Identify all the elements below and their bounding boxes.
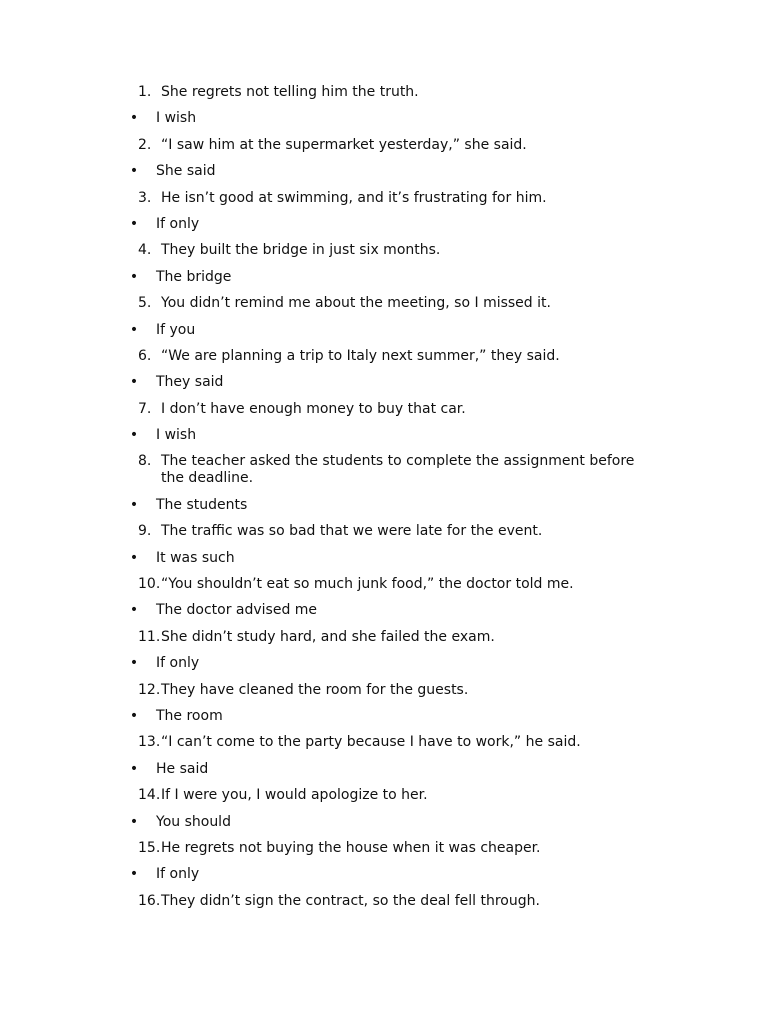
bullet-icon: • <box>129 602 139 619</box>
question-item <box>0 893 651 919</box>
question-item <box>0 576 651 602</box>
answer-prompt-item <box>0 110 768 136</box>
answer-prompt-text: She said <box>156 163 216 180</box>
answer-prompt-item <box>0 708 768 734</box>
answer-prompt-item <box>0 269 768 295</box>
answer-prompt-item <box>0 163 768 189</box>
question-item <box>0 840 651 866</box>
question-item <box>0 137 651 163</box>
answer-prompt-text: They said <box>156 374 224 391</box>
answer-prompt-text: If only <box>156 215 200 232</box>
bullet-icon: • <box>129 496 139 513</box>
question-sentence: He regrets not buying the house when it was cheaper. <box>161 839 541 856</box>
question-number: 2. <box>138 136 152 153</box>
question-sentence: They have cleaned the room for the guests. <box>161 681 469 698</box>
answer-prompt-item <box>0 602 768 628</box>
question-sentence: “I can’t come to the party because I have to work,” he said. <box>161 734 581 751</box>
question-sentence: You didn’t remind me about the meeting, so I missed it. <box>161 295 551 312</box>
answer-prompt-item <box>0 550 768 576</box>
bullet-icon: • <box>129 866 139 883</box>
question-item <box>0 523 651 549</box>
question-number: 8. <box>138 453 152 470</box>
answer-prompt-item <box>0 427 768 453</box>
question-item <box>0 682 651 708</box>
question-number: 4. <box>138 242 152 259</box>
answer-prompt-text: The students <box>156 496 248 513</box>
answer-prompt-text: If only <box>156 866 200 883</box>
question-number: 12. <box>138 681 161 698</box>
bullet-icon: • <box>129 813 139 830</box>
answer-prompt-text: The doctor advised me <box>156 602 318 619</box>
bullet-icon: • <box>129 374 139 391</box>
question-number: 1. <box>138 84 152 100</box>
question-number: 13. <box>138 734 161 751</box>
question-sentence: She regrets not telling him the truth. <box>161 84 419 100</box>
question-sentence: They didn’t sign the contract, so the deal fell through. <box>161 892 540 909</box>
bullet-icon: • <box>129 760 139 777</box>
question-number: 16. <box>138 892 161 909</box>
question-item <box>0 190 651 216</box>
bullet-icon: • <box>129 707 139 724</box>
bullet-icon: • <box>129 427 139 444</box>
question-sentence: She didn’t study hard, and she failed the exam. <box>161 628 495 645</box>
question-sentence: The teacher asked the students to complete the assignment before the deadline. <box>161 453 635 487</box>
bullet-icon: • <box>129 549 139 566</box>
answer-prompt-text: He said <box>156 760 209 777</box>
bullet-icon: • <box>129 110 139 127</box>
question-item <box>0 242 651 268</box>
question-sentence: “You shouldn’t eat so much junk food,” the doctor told me. <box>161 576 574 593</box>
question-sentence: If I were you, I would apologize to her. <box>161 787 428 804</box>
question-item <box>0 295 651 321</box>
answer-prompt-text: You should <box>156 813 231 830</box>
question-item <box>0 734 651 760</box>
question-number: 11. <box>138 628 161 645</box>
question-sentence: The traffic was so bad that we were late for the event. <box>161 523 543 540</box>
answer-prompt-item <box>0 761 768 787</box>
bullet-icon: • <box>129 163 139 180</box>
question-number: 5. <box>138 295 152 312</box>
question-item <box>0 348 651 374</box>
question-sentence: He isn’t good at swimming, and it’s frustrating for him. <box>161 189 547 206</box>
answer-prompt-text: I wish <box>156 427 197 444</box>
bullet-icon: • <box>129 215 139 232</box>
bullet-icon: • <box>129 268 139 285</box>
question-number: 7. <box>138 400 152 417</box>
answer-prompt-item <box>0 866 768 892</box>
answer-prompt-text: The bridge <box>156 268 232 285</box>
answer-prompt-item <box>0 322 768 348</box>
answer-prompt-text: If you <box>156 321 196 338</box>
question-number: 15. <box>138 839 161 856</box>
question-item <box>0 629 651 655</box>
question-number: 14. <box>138 787 161 804</box>
bullet-icon: • <box>129 655 139 672</box>
question-number: 10. <box>138 576 161 593</box>
question-item <box>0 453 651 496</box>
question-number: 3. <box>138 189 152 206</box>
question-item <box>0 401 651 427</box>
exercise-list <box>0 84 768 919</box>
question-number: 9. <box>138 523 152 540</box>
answer-prompt-item <box>0 814 768 840</box>
question-sentence: They built the bridge in just six months. <box>161 242 441 259</box>
answer-prompt-item <box>0 497 768 523</box>
question-item <box>0 84 651 110</box>
answer-prompt-item <box>0 216 768 242</box>
answer-prompt-item <box>0 374 768 400</box>
answer-prompt-text: If only <box>156 655 200 672</box>
bullet-icon: • <box>129 321 139 338</box>
answer-prompt-text: I wish <box>156 110 197 127</box>
answer-prompt-item <box>0 655 768 681</box>
question-sentence: “We are planning a trip to Italy next summer,” they said. <box>161 347 560 364</box>
question-sentence: I don’t have enough money to buy that car. <box>161 400 466 417</box>
question-sentence: “I saw him at the supermarket yesterday,” she said. <box>161 136 527 153</box>
answer-prompt-text: The room <box>156 707 223 724</box>
question-item <box>0 787 651 813</box>
answer-prompt-text: It was such <box>156 549 235 566</box>
question-number: 6. <box>138 347 152 364</box>
